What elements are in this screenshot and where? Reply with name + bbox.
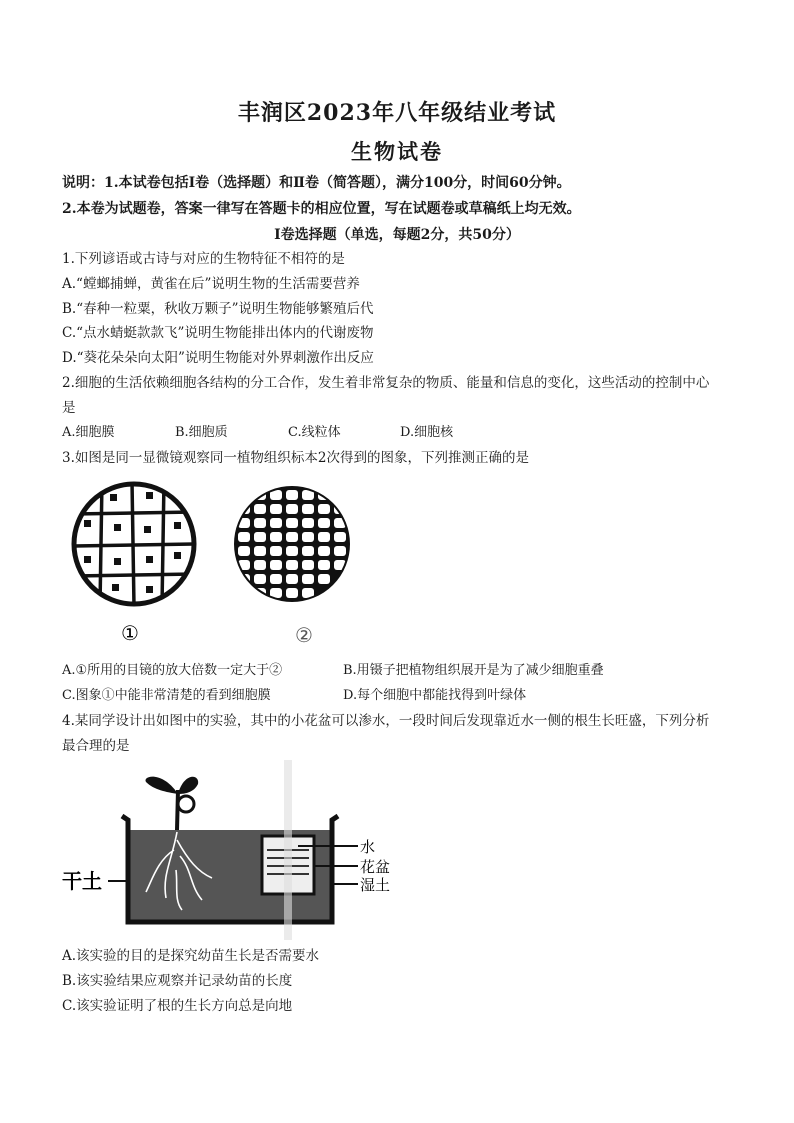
q3-stem: 3.如图是同一显微镜观察同一植物组织标本2次得到的图象，下列推测正确的是 — [62, 450, 529, 466]
q1-stem: 1.下列谚语或古诗与对应的生物特征不相符的是 — [62, 251, 345, 267]
exam-title: 丰润区2023年八年级结业考试 — [237, 100, 557, 126]
q2-stem-line-1: 2.细胞的生活依赖细胞各结构的分工合作，发生着非常复杂的物质、能量和信息的变化，这些活动的控制中心 — [62, 375, 710, 391]
fig2-label: ② — [295, 623, 313, 647]
label-water: 水 — [360, 838, 376, 856]
instruction-line-1: 说明：1.本试卷包括Ⅰ卷（选择题）和Ⅱ卷（简答题），满分100分，时间60分钟。 — [62, 175, 571, 191]
q2-option-c: C.线粒体 — [288, 425, 341, 440]
label-dry-soil: 干土 — [62, 869, 102, 893]
fig1-label: ① — [121, 621, 139, 645]
q3-option-c: C.图象①中能非常清楚的看到细胞膜 — [62, 688, 271, 703]
q3-option-d: D.每个细胞中都能找得到叶绿体 — [343, 688, 527, 703]
q2-option-a: A.细胞膜 — [62, 425, 115, 440]
section-heading: Ⅰ卷选择题（单选，每题2分，共50分） — [274, 227, 520, 243]
q3-option-a: A.①所用的目镜的放大倍数一定大于② — [62, 663, 283, 678]
label-wet-soil: 湿土 — [360, 876, 391, 894]
q4-option-b: B.该实验结果应观察并记录幼苗的长度 — [62, 973, 293, 989]
microscope-view-high-magnification — [236, 488, 348, 600]
instruction-line-2: 2.本卷为试题卷，答案一律写在答题卡的相应位置，写在试题卷或草稿纸上均无效。 — [62, 201, 581, 217]
q2-option-d: D.细胞核 — [400, 425, 454, 440]
exam-subtitle: 生物试卷 — [351, 139, 443, 164]
q4-option-c: C.该实验证明了根的生长方向总是向地 — [62, 998, 293, 1014]
label-pot: 花盆 — [360, 858, 391, 876]
q1-option-d: D.“葵花朵朵向太阳”说明生物能对外界刺激作出反应 — [62, 350, 374, 366]
q1-option-c: C.“点水蜻蜓款款飞”说明生物能排出体内的代谢废物 — [62, 325, 374, 341]
q1-option-a: A.“螳螂捕蝉，黄雀在后”说明生物的生活需要营养 — [62, 276, 360, 292]
q4-option-a: A.该实验的目的是探究幼苗生长是否需要水 — [62, 948, 320, 964]
q1-option-b: B.“春种一粒粟，秋收万颗子”说明生物能够繁殖后代 — [62, 301, 374, 317]
microscope-view-low-magnification — [72, 481, 196, 606]
q4-stem-line-2: 最合理的是 — [62, 738, 130, 754]
q4-stem-line-1: 4.某同学设计出如图中的实验，其中的小花盆可以渗水，一段时间后发现靠近水一侧的根生长旺盛，下列分析 — [62, 713, 710, 729]
q4-experiment-figure — [62, 760, 392, 940]
q3-microscope-figure — [62, 476, 362, 651]
q2-option-b: B.细胞质 — [175, 425, 228, 440]
q3-option-b: B.用镊子把植物组织展开是为了减少细胞重叠 — [343, 663, 604, 678]
q2-stem-line-2: 是 — [62, 400, 76, 416]
